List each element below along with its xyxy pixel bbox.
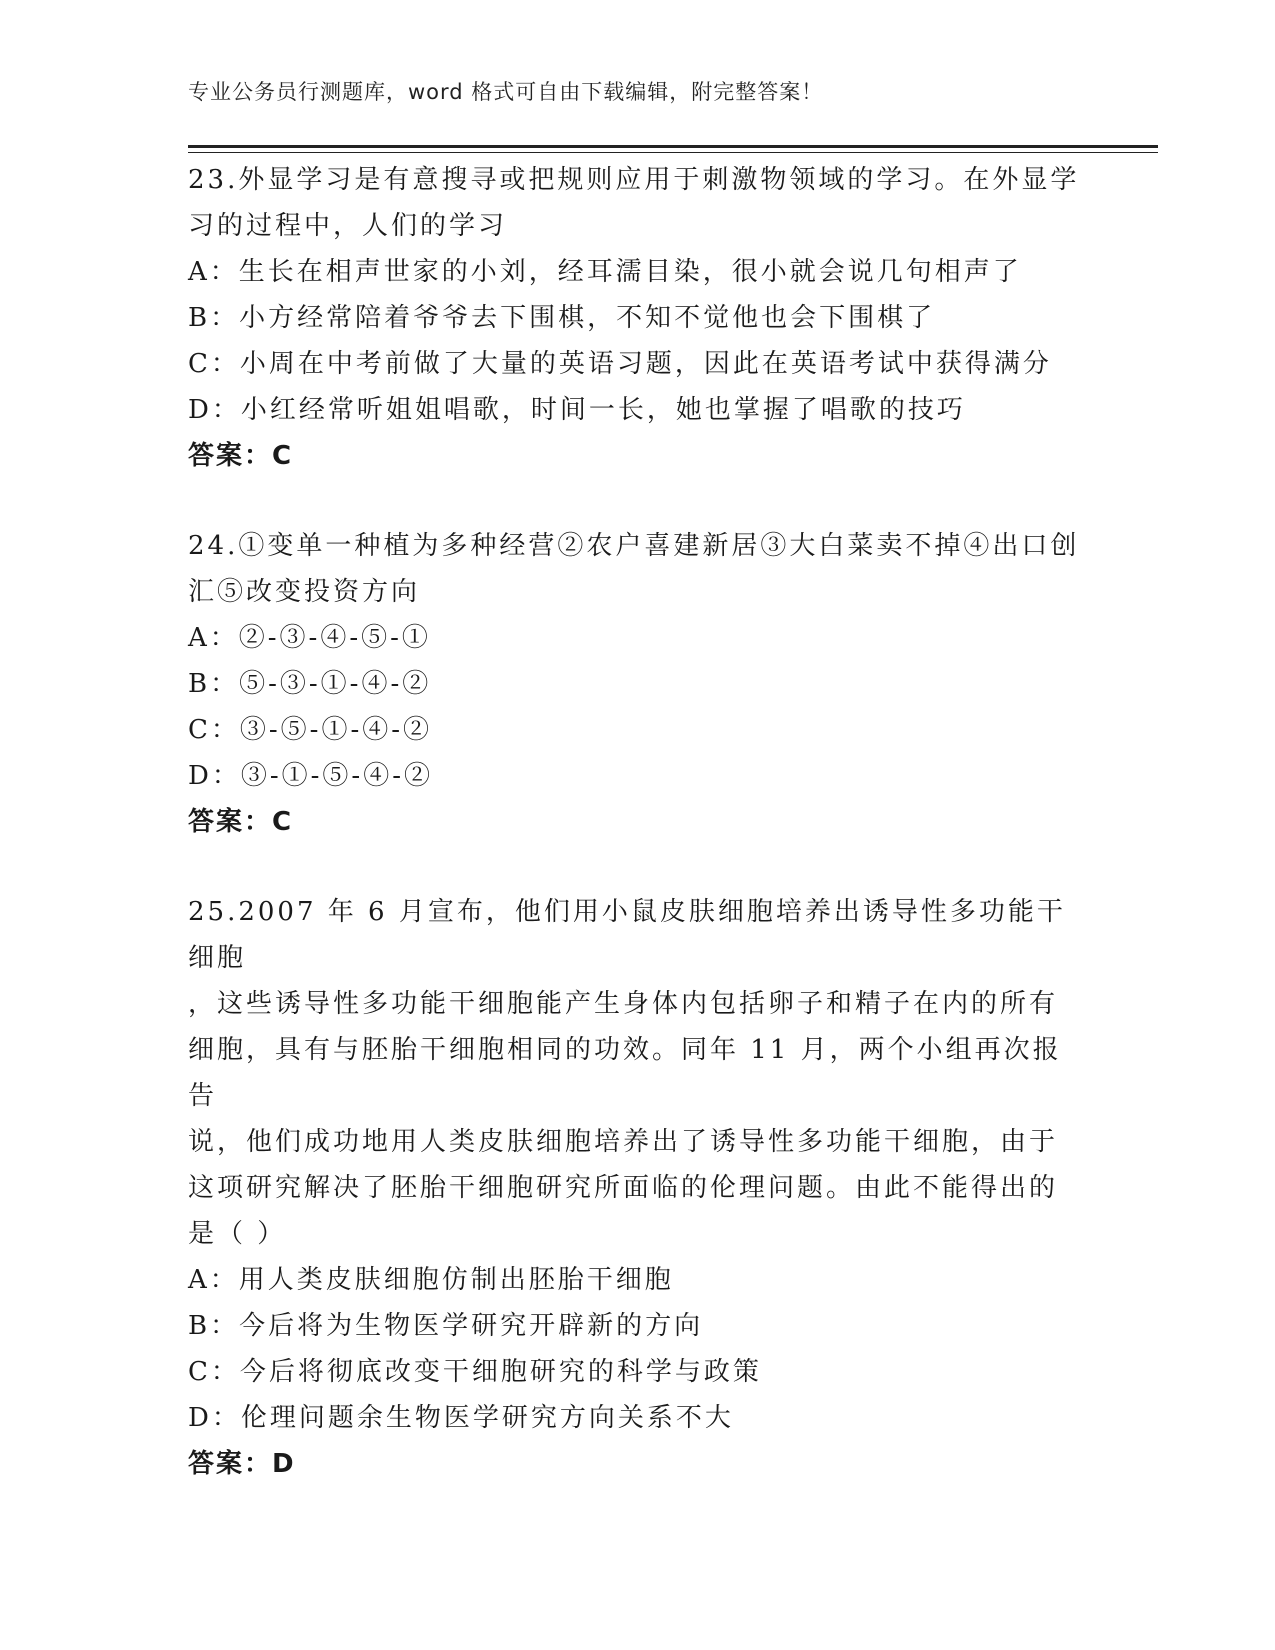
question-23	[188, 157, 1088, 479]
option-c: C：③-⑤-①-④-②	[188, 715, 433, 745]
question-stem-line: 23.外显学习是有意搜寻或把规则应用于刺激物领域的学习。在外显学	[188, 165, 1080, 195]
question-stem-line: 汇⑤改变投资方向	[188, 577, 421, 607]
option-c: C：今后将彻底改变干细胞研究的科学与政策	[188, 1357, 762, 1387]
answer-label: 答案：C	[188, 441, 294, 471]
question-stem-line: 习的过程中，人们的学习	[188, 211, 508, 241]
question-stem-line: 24.①变单一种植为多种经营②农户喜建新居③大白菜卖不掉④出口创	[188, 531, 1080, 561]
question-24	[188, 523, 1088, 845]
question-stem-line: 说，他们成功地用人类皮肤细胞培养出了诱导性多功能干细胞，由于	[188, 1127, 1059, 1157]
question-stem-line: ，这些诱导性多功能干细胞能产生身体内包括卵子和精子在内的所有	[188, 989, 1059, 1019]
question-stem-line: 这项研究解决了胚胎干细胞研究所面临的伦理问题。由此不能得出的	[188, 1173, 1059, 1203]
option-b: B：小方经常陪着爷爷去下围棋，不知不觉他也会下围棋了	[188, 303, 936, 333]
option-a: A：②-③-④-⑤-①	[188, 623, 431, 653]
option-a: A：生长在相声世家的小刘，经耳濡目染，很小就会说几句相声了	[188, 257, 1022, 287]
question-stem-line: 细胞，具有与胚胎干细胞相同的功效。同年 11 月，两个小组再次报告	[188, 1035, 1062, 1111]
option-d: D：小红经常听姐姐唱歌，时间一长，她也掌握了唱歌的技巧	[188, 395, 966, 425]
header-rule-thick	[188, 145, 1158, 148]
question-25	[188, 889, 1088, 1487]
question-stem-line: 25.2007 年 6 月宣布，他们用小鼠皮肤细胞培养出诱导性多功能干细胞	[188, 897, 1066, 973]
option-b: B：今后将为生物医学研究开辟新的方向	[188, 1311, 704, 1341]
option-c: C：小周在中考前做了大量的英语习题，因此在英语考试中获得满分	[188, 349, 1052, 379]
header-rule-thin	[188, 152, 1158, 153]
answer-label: 答案：C	[188, 807, 294, 837]
answer-label: 答案：D	[188, 1449, 296, 1479]
page-header: 专业公务员行测题库，word 格式可自由下载编辑，附完整答案！	[188, 80, 824, 104]
option-d: D：③-①-⑤-④-②	[188, 761, 433, 791]
option-a: A：用人类皮肤细胞仿制出胚胎干细胞	[188, 1265, 674, 1295]
question-list	[188, 157, 1088, 1531]
question-stem-line: 是（ ）	[188, 1219, 287, 1249]
option-b: B：⑤-③-①-④-②	[188, 669, 432, 699]
option-d: D：伦理问题余生物医学研究方向关系不大	[188, 1403, 734, 1433]
